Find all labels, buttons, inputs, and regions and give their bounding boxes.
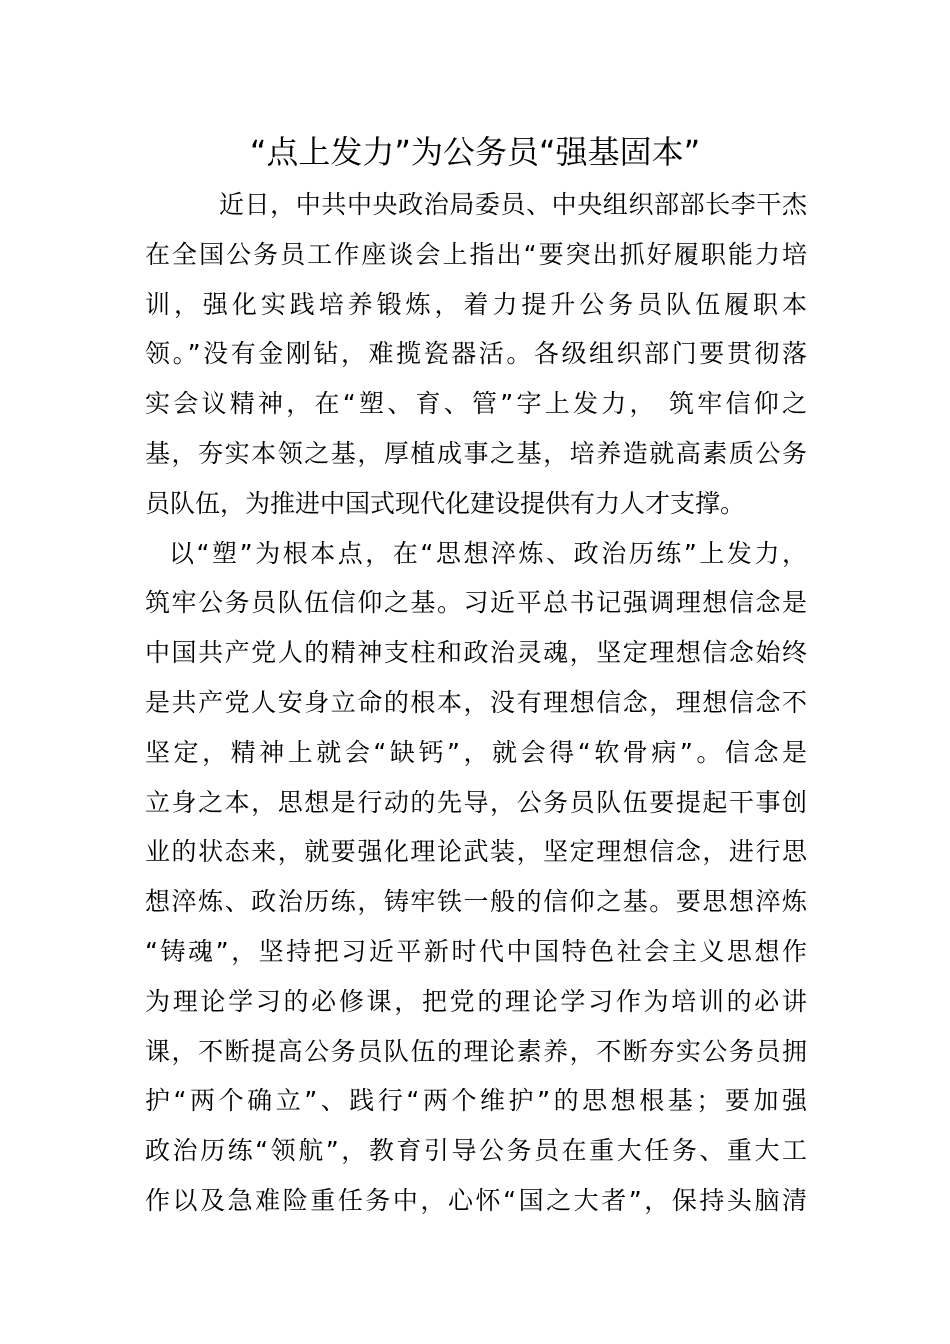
- paragraph-line: 立身之本，思想是行动的先导，公务员队伍要提起干事创: [145, 787, 807, 817]
- paragraph-line: 近日，中共中央政治局委员、中央组织部部长李干杰: [219, 190, 807, 219]
- paragraph-line: 是共产党人安身立命的根本，没有理想信念，理想信念不: [145, 687, 807, 717]
- paragraph-line: 领。”没有金刚钻，难揽瓷器活。各级组织部门要贯彻落: [145, 339, 807, 369]
- paragraph-line: 政治历练“领航”，教育引导公务员在重大任务、重大工: [145, 1136, 807, 1166]
- paragraph-line: 护“两个确立”、践行“两个维护”的思想根基；要加强: [145, 1086, 807, 1116]
- paragraph-line: 想淬炼、政治历练，铸牢铁一般的信仰之基。要思想淬炼: [145, 887, 807, 917]
- paragraph-line: 坚定，精神上就会“缺钙”，就会得“软骨病”。信念是: [145, 737, 807, 767]
- paragraph-line: 实会议精神，在“塑、育、管”字上发力， 筑牢信仰之: [145, 389, 807, 419]
- paragraph-line: 训，强化实践培养锻炼，着力提升公务员队伍履职本: [145, 289, 807, 319]
- paragraph-line: 课，不断提高公务员队伍的理论素养，不断夯实公务员拥: [145, 1036, 807, 1066]
- paragraph-line: 为理论学习的必修课，把党的理论学习作为培训的必讲: [145, 986, 807, 1016]
- paragraph-line: 中国共产党人的精神支柱和政治灵魂，坚定理想信念始终: [145, 638, 807, 668]
- paragraph-line: 以“塑”为根本点，在“思想淬炼、政治历练”上发力，: [169, 538, 807, 568]
- document-body: [145, 180, 807, 1226]
- paragraph-line: 作以及急难险重任务中，心怀“国之大者”，保持头脑清: [145, 1185, 807, 1215]
- paragraph-line: “铸魂”，坚持把习近平新时代中国特色社会主义思想作: [145, 936, 807, 966]
- paragraph-line: 员队伍，为推进中国式现代化建设提供有力人才支撑。: [145, 488, 746, 518]
- paragraph-line: 在全国公务员工作座谈会上指出“要突出抓好履职能力培: [145, 239, 807, 269]
- paragraph-line: 基，夯实本领之基，厚植成事之基，培养造就高素质公务: [145, 438, 807, 468]
- document-title: “点上发力”为公务员“强基固本”: [249, 133, 701, 171]
- paragraph-line: 业的状态来，就要强化理论武装，坚定理想信念，进行思: [145, 837, 807, 867]
- paragraph-line: 筑牢公务员队伍信仰之基。习近平总书记强调理想信念是: [145, 588, 807, 618]
